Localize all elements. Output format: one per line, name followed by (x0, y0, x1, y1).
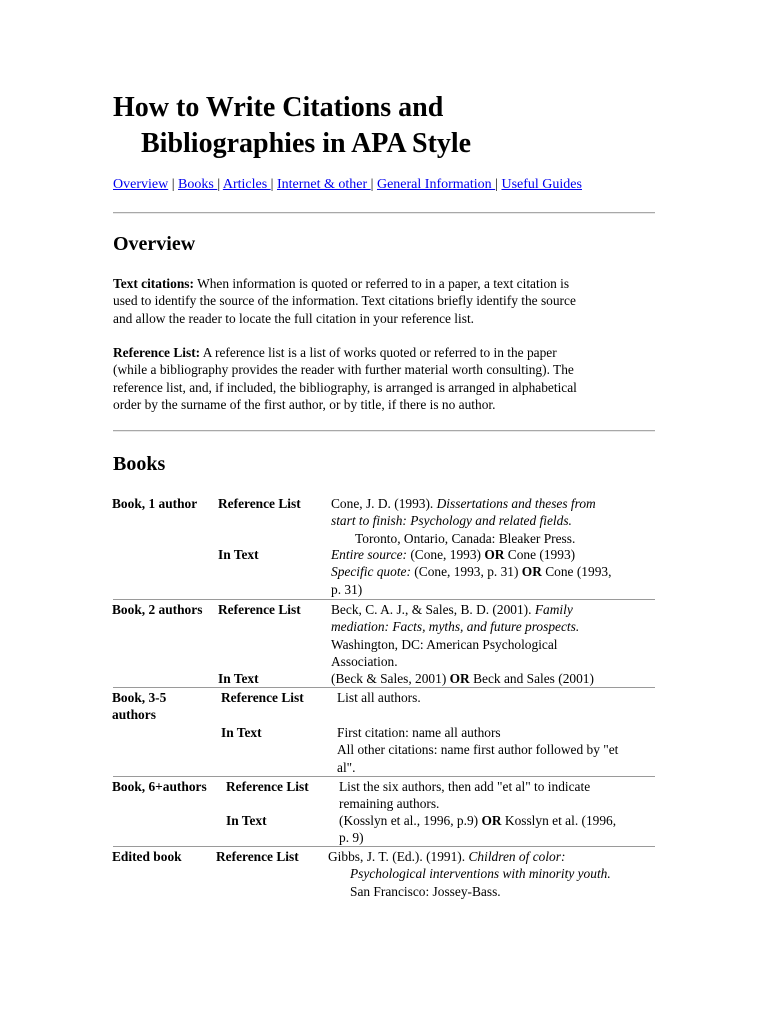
row-divider (113, 846, 655, 847)
horizontal-rule (113, 212, 655, 214)
reference-list-label: Reference List (221, 690, 304, 705)
reference-list-paragraph: Reference List: A reference list is a list of works quoted or referred to in the paper (while a bibliography provides the reader with further material worth consulting). The reference list, and, if included, the bibliography, is arranged is arranged in alphabetical order by the surname of the first author, or by title, if there is no author. (113, 345, 577, 413)
reference-entry: Cone, J. D. (1993). Dissertations and theses from start to finish: Psychology and related fields. Toronto, Ontario, Canada: Bleaker Press. (331, 496, 596, 546)
in-text-entry: (Beck & Sales, 2001) OR Beck and Sales (2001) (331, 671, 594, 686)
in-text-label: In Text (221, 725, 262, 740)
text-citations-paragraph: Text citations: When information is quoted or referred to in a paper, a text citation is used to identify the source of the information. Text citations briefly identify the source and allow the reader to locate the full citation in your reference list. (113, 276, 576, 326)
in-text-label: In Text (218, 671, 259, 686)
row-divider (113, 776, 655, 777)
page-title (113, 90, 471, 162)
in-text-entry: First citation: name all authors All other citations: name first author followed by "et al". (337, 725, 619, 775)
reference-entry: List all authors. (337, 690, 421, 705)
row-type-label: Book, 3-5 authors (112, 690, 167, 723)
row-type-label: Book, 1 author (112, 496, 198, 511)
reference-entry: Beck, C. A. J., & Sales, B. D. (2001). Family mediation: Facts, myths, and future prospects. Washington, DC: American Psychological Association. (331, 602, 580, 670)
row-type-label: Edited book (112, 849, 182, 864)
nav-link-overview[interactable]: Overview (113, 177, 169, 192)
section-nav: Overview | Books | Articles | Internet & other | General Information | Useful Guides (113, 177, 582, 192)
row-type-label: Book, 2 authors (112, 602, 203, 617)
row-divider (113, 687, 655, 688)
in-text-label: In Text (218, 547, 259, 562)
nav-link-articles[interactable]: Articles (222, 177, 271, 192)
reference-list-label: Reference List (218, 496, 301, 511)
title-line-1: How to Write Citations and (113, 92, 444, 123)
reference-entry: Gibbs, J. T. (Ed.). (1991). Children of color: Psychological interventions with minority youth. San Francisco: Jossey-Bass. (328, 849, 611, 899)
overview-heading: Overview (113, 233, 196, 255)
horizontal-rule (113, 430, 655, 432)
text-citations-term: Text citations: (113, 276, 194, 291)
books-heading: Books (113, 453, 166, 475)
reference-list-label: Reference List (216, 849, 299, 864)
reference-list-term: Reference List: (113, 345, 201, 360)
row-divider (113, 599, 655, 600)
in-text-entry: Entire source: (Cone, 1993) OR Cone (1993) Specific quote: (Cone, 1993, p. 31) OR Cone (1993, p. 31) (331, 547, 612, 597)
reference-list-label: Reference List (218, 602, 301, 617)
reference-entry: List the six authors, then add "et al" to indicate remaining authors. (339, 779, 591, 812)
in-text-label: In Text (226, 813, 267, 828)
nav-link-books[interactable]: Books (178, 177, 218, 192)
nav-link-useful-guides[interactable]: Useful Guides (501, 177, 582, 192)
nav-link-general-information[interactable]: General Information (376, 177, 496, 192)
reference-list-label: Reference List (226, 779, 309, 794)
in-text-entry: (Kosslyn et al., 1996, p.9) OR Kosslyn et al. (1996, p. 9) (339, 813, 617, 846)
row-type-label: Book, 6+authors (112, 779, 207, 794)
nav-link-internet-other[interactable]: Internet & other (276, 177, 371, 192)
title-line-2: Bibliographies in APA Style (141, 128, 472, 159)
